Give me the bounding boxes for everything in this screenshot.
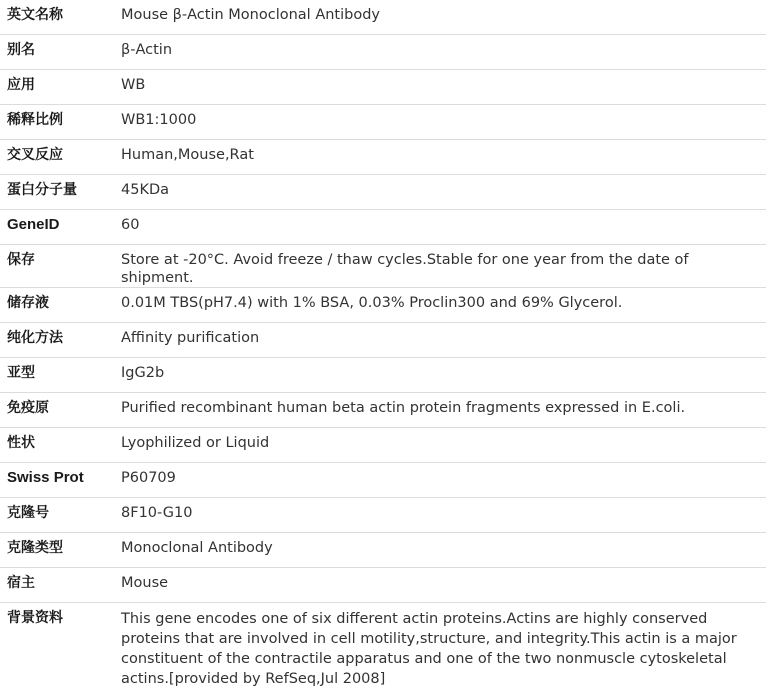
spec-value: Mouse [114, 568, 766, 603]
spec-value: Store at -20°C. Avoid freeze / thaw cycles.Stable for one year from the date of shipment. [114, 245, 766, 288]
spec-label: 性状 [0, 428, 114, 463]
spec-value: Mouse β-Actin Monoclonal Antibody [114, 0, 766, 35]
spec-label: 背景资料 [0, 603, 114, 693]
spec-row-english-name [0, 0, 766, 35]
spec-row-isotype [0, 358, 766, 393]
spec-row-storage [0, 245, 766, 288]
spec-label: 宿主 [0, 568, 114, 603]
spec-value: Affinity purification [114, 323, 766, 358]
spec-value: Monoclonal Antibody [114, 533, 766, 568]
spec-label: 应用 [0, 70, 114, 105]
spec-row-clonality [0, 533, 766, 568]
spec-value: 0.01M TBS(pH7.4) with 1% BSA, 0.03% Proclin300 and 69% Glycerol. [114, 288, 766, 323]
spec-label: 克隆号 [0, 498, 114, 533]
spec-value: Lyophilized or Liquid [114, 428, 766, 463]
spec-value: 60 [114, 210, 766, 245]
spec-value: 45KDa [114, 175, 766, 210]
spec-value: WB [114, 70, 766, 105]
spec-label: 别名 [0, 35, 114, 70]
spec-label: 克隆类型 [0, 533, 114, 568]
spec-label: 储存液 [0, 288, 114, 323]
spec-row-clone-number [0, 498, 766, 533]
spec-row-gene-id [0, 210, 766, 245]
spec-value: β-Actin [114, 35, 766, 70]
spec-row-application [0, 70, 766, 105]
spec-value: Purified recombinant human beta actin protein fragments expressed in E.coli. [114, 393, 766, 428]
spec-value: P60709 [114, 463, 766, 498]
spec-label: 保存 [0, 245, 114, 288]
spec-label: 纯化方法 [0, 323, 114, 358]
spec-value: Human,Mouse,Rat [114, 140, 766, 175]
spec-row-form [0, 428, 766, 463]
spec-value: IgG2b [114, 358, 766, 393]
spec-label: 蛋白分子量 [0, 175, 114, 210]
spec-label: Swiss Prot [0, 463, 114, 498]
spec-row-host [0, 568, 766, 603]
spec-value: 8F10-G10 [114, 498, 766, 533]
spec-row-alias [0, 35, 766, 70]
spec-label: GeneID [0, 210, 114, 245]
spec-row-swiss-prot [0, 463, 766, 498]
spec-label: 英文名称 [0, 0, 114, 35]
spec-row-background [0, 603, 766, 693]
spec-row-molecular-weight [0, 175, 766, 210]
spec-row-dilution [0, 105, 766, 140]
spec-row-purification [0, 323, 766, 358]
spec-row-immunogen [0, 393, 766, 428]
spec-label: 亚型 [0, 358, 114, 393]
spec-row-storage-buffer [0, 288, 766, 323]
spec-label: 稀释比例 [0, 105, 114, 140]
spec-value: This gene encodes one of six different actin proteins.Actins are highly conserved proteins that are involved in cell motility,structure, and integrity.This actin is a major constituent of the contractile apparatus and one of the two nonmuscle cytoskeletal actins.[provided by RefSeq,Jul 2008] [114, 603, 766, 693]
spec-label: 交叉反应 [0, 140, 114, 175]
spec-value: WB1:1000 [114, 105, 766, 140]
spec-label: 免疫原 [0, 393, 114, 428]
spec-row-cross-reactivity [0, 140, 766, 175]
